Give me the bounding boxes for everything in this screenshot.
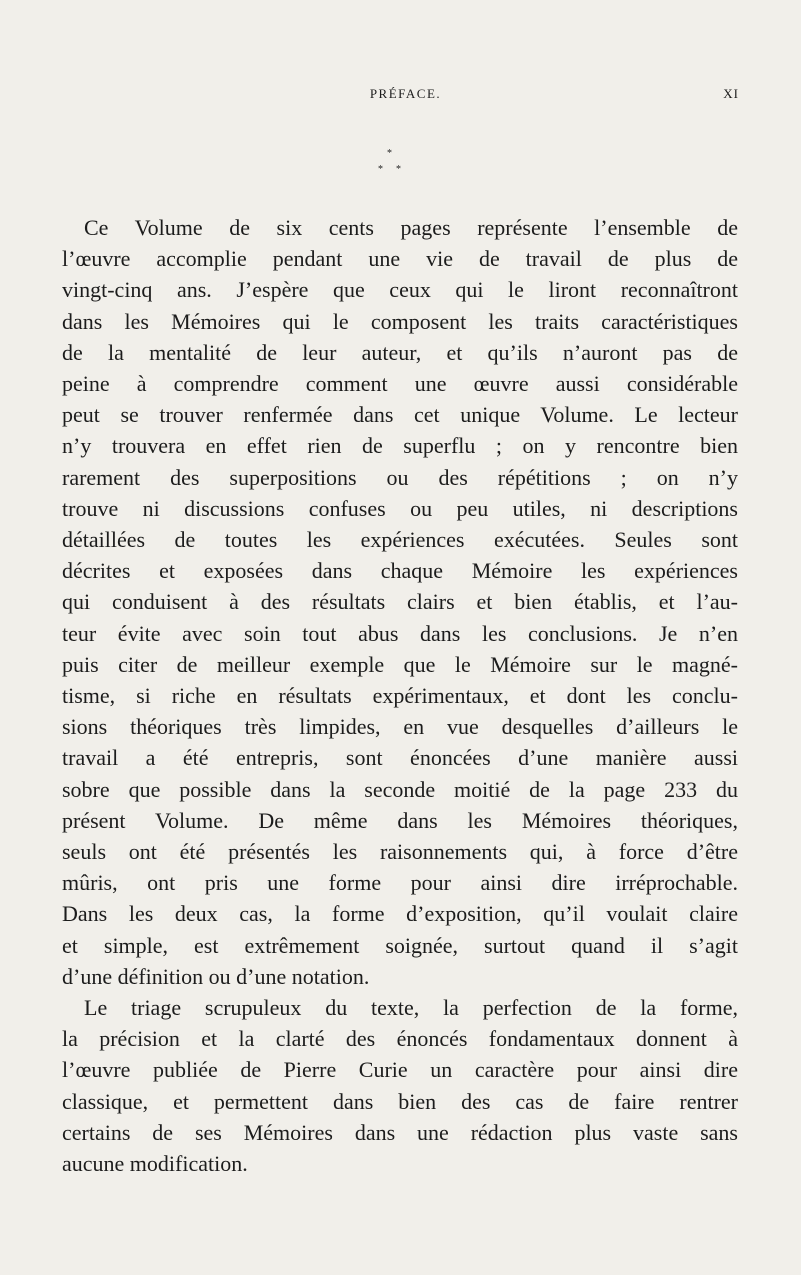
text-line: décrites et exposées dans chaque Mémoire les expériences [62, 558, 738, 584]
text-line: sobre que possible dans la seconde moitié de la page 233 du [62, 776, 738, 802]
running-head-title: PRÉFACE. [369, 86, 442, 101]
paragraph [62, 992, 738, 1179]
body-text [62, 212, 738, 1179]
text-line: puis citer de meilleur exemple que le Mémoire sur le magné- [62, 651, 738, 677]
paragraph [62, 212, 738, 992]
text-line: vingt-cinq ans. J’espère que ceux qui le liront reconnaîtront [62, 277, 738, 303]
text-line: la précision et la clarté des énoncés fondamentaux donnent à [62, 1026, 738, 1052]
text-line: rarement des superpositions ou des répétitions ; on n’y [62, 464, 738, 490]
text-line: d’une définition ou d’une notation. [62, 963, 370, 989]
text-line: certains de ses Mémoires dans une rédaction plus vaste sans [62, 1119, 738, 1145]
text-line: travail a été entrepris, sont énoncées d’une manière aussi [62, 745, 738, 771]
text-line: Dans les deux cas, la forme d’exposition, qu’il voulait claire [62, 901, 738, 927]
running-head [62, 86, 739, 106]
text-line: mûris, ont pris une forme pour ainsi dire irréprochable. [62, 870, 738, 896]
text-line: sions théoriques très limpides, en vue desquelles d’ailleurs le [62, 714, 738, 740]
text-line: détaillées de toutes les expériences exécutées. Seules sont [62, 527, 738, 553]
text-line: Le triage scrupuleux du texte, la perfection de la forme, [84, 995, 738, 1021]
text-line: trouve ni discussions confuses ou peu utiles, ni descriptions [62, 495, 738, 521]
page-number: XI [723, 86, 739, 101]
text-line: et simple, est extrêmement soignée, surtout quand il s’agit [62, 932, 738, 958]
text-line: l’œuvre accomplie pendant une vie de travail de plus de [62, 246, 738, 272]
text-line: qui conduisent à des résultats clairs et bien établis, et l’au- [62, 589, 738, 615]
text-line: de la mentalité de leur auteur, et qu’ils n’auront pas de [62, 339, 738, 365]
text-line: peut se trouver renfermée dans cet unique Volume. Le lecteur [62, 402, 738, 428]
text-line: l’œuvre publiée de Pierre Curie un caractère pour ainsi dire [62, 1057, 738, 1083]
asterism-star: * [387, 148, 392, 159]
asterism-ornament [0, 148, 801, 188]
text-line: tisme, si riche en résultats expérimentaux, et dont les conclu- [62, 683, 738, 709]
text-line: teur évite avec soin tout abus dans les conclusions. Je n’en [62, 620, 738, 646]
text-line: présent Volume. De même dans les Mémoires théoriques, [62, 807, 738, 833]
text-line: n’y trouvera en effet rien de superflu ; on y rencontre bien [62, 433, 738, 459]
text-line: classique, et permettent dans bien des cas de faire rentrer [62, 1088, 738, 1114]
asterism-star: * [378, 164, 383, 175]
text-line: peine à comprendre comment une œuvre aussi considérable [62, 371, 738, 397]
asterism-star: * [396, 164, 401, 175]
text-line: seuls ont été présentés les raisonnements qui, à force d’être [62, 839, 738, 865]
text-line: Ce Volume de six cents pages représente l’ensemble de [84, 215, 738, 240]
text-line: aucune modification. [62, 1151, 248, 1177]
text-line: dans les Mémoires qui le composent les traits caractéristiques [62, 308, 738, 334]
